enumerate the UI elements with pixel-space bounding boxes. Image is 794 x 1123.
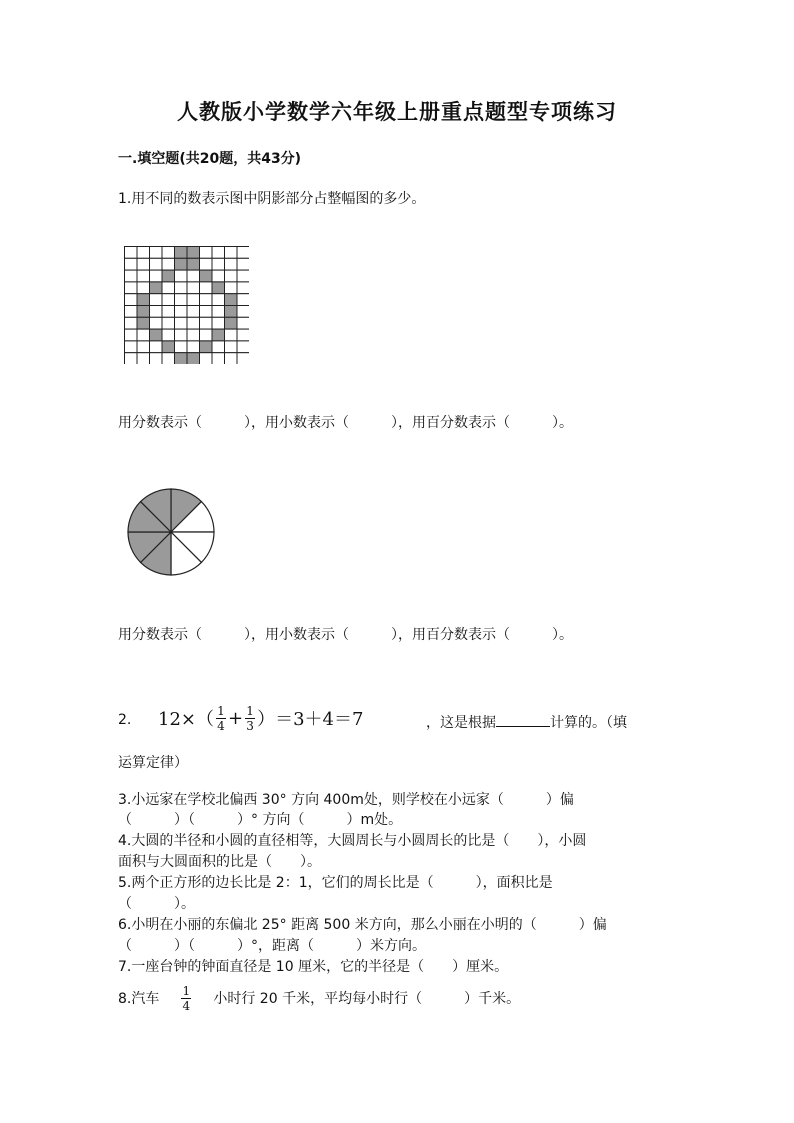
grid-cell bbox=[125, 294, 138, 306]
question-6-line-1[interactable]: 6.小明在小丽的东偏北 25° 距离 500 米方向，那么小丽在小明的（ ）偏 bbox=[118, 917, 607, 933]
frac-den: 4 bbox=[217, 718, 225, 733]
q8-end: 小时行 20 千米，平均每小时行（ ）千米。 bbox=[213, 991, 521, 1007]
fraction-one-third bbox=[245, 705, 255, 732]
frac-num: 1 bbox=[182, 983, 191, 998]
grid-cell bbox=[150, 294, 163, 306]
question-5-line-1[interactable]: 5.两个正方形的边长比是 2：1，它们的周长比是（ ），面积比是 bbox=[118, 875, 553, 891]
grid-cell bbox=[162, 282, 175, 294]
question-7-line-1[interactable]: 7.一座台钟的钟面直径是 10 厘米，它的半径是（ ）厘米。 bbox=[118, 959, 509, 975]
grid-cell bbox=[125, 329, 138, 341]
question-3-line-1[interactable]: 3.小远家在学校北偏西 30° 方向 400m处，则学校在小远家（ ）偏 bbox=[118, 792, 574, 808]
grid-cell-shaded bbox=[175, 258, 188, 270]
grid-cell bbox=[200, 247, 213, 259]
grid-cell bbox=[212, 294, 225, 306]
grid-cell bbox=[162, 306, 175, 318]
grid-cell bbox=[175, 306, 188, 318]
grid-cell bbox=[137, 258, 150, 270]
question-1-prompt: 1.用不同的数表示图中阴影部分占整幅图的多少。 bbox=[118, 191, 426, 207]
grid-cell bbox=[225, 258, 238, 270]
grid-cell bbox=[125, 247, 138, 259]
grid-cell bbox=[125, 270, 138, 282]
grid-cell bbox=[225, 270, 238, 282]
grid-cell bbox=[187, 341, 200, 353]
grid-cell bbox=[187, 282, 200, 294]
shaded-grid-figure bbox=[124, 246, 249, 364]
grid-cell bbox=[150, 306, 163, 318]
grid-cell-shaded bbox=[187, 353, 200, 364]
grid-cell bbox=[225, 247, 238, 259]
grid-cell-shaded bbox=[137, 306, 150, 318]
question-1-answer-line-2[interactable]: 用分数表示（ ），用小数表示（ ），用百分数表示（ ）。 bbox=[118, 627, 573, 643]
grid-cell bbox=[125, 317, 138, 329]
grid-cell bbox=[187, 294, 200, 306]
grid-cell bbox=[200, 329, 213, 341]
grid-cell bbox=[125, 353, 138, 364]
grid-cell bbox=[150, 247, 163, 259]
grid-cell-shaded bbox=[162, 270, 175, 282]
grid-cell bbox=[212, 317, 225, 329]
grid-cell bbox=[200, 317, 213, 329]
grid-cell bbox=[125, 282, 138, 294]
grid-cell bbox=[237, 294, 249, 306]
after-text: ，这是根据 bbox=[426, 715, 496, 731]
grid-cell-shaded bbox=[225, 294, 238, 306]
question-4-line-2[interactable]: 面积与大圆面积的比是（ ）。 bbox=[118, 854, 321, 870]
grid-cell bbox=[225, 341, 238, 353]
grid-cell-shaded bbox=[200, 341, 213, 353]
shaded-circle-figure bbox=[126, 487, 216, 577]
grid-cell bbox=[162, 294, 175, 306]
grid-cell bbox=[150, 353, 163, 364]
grid-cell bbox=[212, 258, 225, 270]
grid-cell bbox=[175, 329, 188, 341]
grid-cell bbox=[150, 317, 163, 329]
grid-cell bbox=[200, 282, 213, 294]
frac-num: 1 bbox=[217, 703, 225, 718]
fraction-one-quarter bbox=[216, 705, 226, 732]
grid-cell bbox=[137, 353, 150, 364]
frac-den: 3 bbox=[246, 718, 254, 733]
grid-cell bbox=[175, 341, 188, 353]
grid-cell bbox=[125, 258, 138, 270]
grid-cell bbox=[175, 282, 188, 294]
after-text-2: 计算的。（填 bbox=[550, 715, 627, 731]
grid-cell bbox=[162, 353, 175, 364]
grid-cell bbox=[125, 341, 138, 353]
grid-cell bbox=[187, 317, 200, 329]
grid-cell bbox=[137, 329, 150, 341]
question-2-number: 2. bbox=[118, 712, 132, 728]
frac-den: 4 bbox=[182, 998, 191, 1013]
question-1-answer-line-1[interactable]: 用分数表示（ ），用小数表示（ ），用百分数表示（ ）。 bbox=[118, 415, 573, 431]
section-heading: 一.填空题(共20题，共43分) bbox=[118, 151, 302, 167]
grid-cell-shaded bbox=[225, 317, 238, 329]
grid-cell bbox=[175, 294, 188, 306]
grid-cell bbox=[125, 306, 138, 318]
grid-cell-shaded bbox=[225, 306, 238, 318]
grid-cell bbox=[162, 247, 175, 259]
grid-cell bbox=[237, 317, 249, 329]
grid-cell bbox=[162, 317, 175, 329]
fraction-one-quarter bbox=[181, 985, 191, 1012]
page-title: 人教版小学数学六年级上册重点题型专项练习 bbox=[177, 99, 617, 124]
grid-cell bbox=[212, 353, 225, 364]
expr-start: 12×（ bbox=[158, 709, 214, 730]
grid-cell bbox=[237, 258, 249, 270]
grid-cell bbox=[212, 270, 225, 282]
question-2-continuation: 运算定律） bbox=[118, 755, 188, 771]
question-4-line-1[interactable]: 4.大圆的半径和小圆的直径相等，大圆周长与小圆周长的比是（ ），小圆 bbox=[118, 833, 587, 849]
grid-cell bbox=[237, 306, 249, 318]
grid-cell-shaded bbox=[150, 329, 163, 341]
grid-cell bbox=[212, 341, 225, 353]
grid-cell-shaded bbox=[187, 258, 200, 270]
grid-cell bbox=[225, 329, 238, 341]
grid-cell bbox=[200, 294, 213, 306]
grid-cell bbox=[150, 270, 163, 282]
grid-cell bbox=[162, 329, 175, 341]
grid-cell-shaded bbox=[200, 270, 213, 282]
question-6-line-2[interactable]: （ ）（ ）°，距离（ ）米方向。 bbox=[118, 938, 426, 954]
grid-cell bbox=[212, 247, 225, 259]
grid-cell bbox=[225, 353, 238, 364]
grid-cell bbox=[137, 247, 150, 259]
grid-cell bbox=[237, 247, 249, 259]
grid-cell bbox=[175, 270, 188, 282]
question-3-line-2[interactable]: （ ）（ ）° 方向（ ）m处。 bbox=[118, 812, 403, 828]
grid-cell bbox=[187, 306, 200, 318]
grid-cell bbox=[150, 258, 163, 270]
grid-cell-shaded bbox=[187, 247, 200, 259]
grid-cell bbox=[150, 341, 163, 353]
grid-cell bbox=[212, 306, 225, 318]
grid-cell bbox=[137, 270, 150, 282]
question-2-tail bbox=[426, 712, 627, 732]
frac-num: 1 bbox=[246, 703, 254, 718]
grid-cell bbox=[237, 270, 249, 282]
grid-cell bbox=[237, 353, 249, 364]
grid-cell bbox=[237, 341, 249, 353]
grid-cell bbox=[162, 258, 175, 270]
grid-cell-shaded bbox=[137, 294, 150, 306]
grid-cell bbox=[200, 258, 213, 270]
grid-cell-shaded bbox=[150, 282, 163, 294]
grid-cell bbox=[137, 282, 150, 294]
grid-cell bbox=[137, 341, 150, 353]
question-8[interactable] bbox=[118, 978, 520, 1018]
expr-end: ）＝3＋4＝7 bbox=[257, 709, 364, 730]
grid-cell-shaded bbox=[137, 317, 150, 329]
plus-sign: + bbox=[228, 707, 244, 729]
grid-cell bbox=[237, 282, 249, 294]
grid-cell bbox=[237, 329, 249, 341]
question-2-expression bbox=[158, 700, 363, 736]
grid-cell bbox=[187, 329, 200, 341]
grid-cell-shaded bbox=[162, 341, 175, 353]
grid-cell-shaded bbox=[175, 247, 188, 259]
grid-cell bbox=[175, 317, 188, 329]
question-5-line-2[interactable]: （ ）。 bbox=[118, 896, 195, 912]
grid-cell-shaded bbox=[212, 329, 225, 341]
grid-cell bbox=[225, 282, 238, 294]
grid-cell bbox=[200, 353, 213, 364]
grid-cell-shaded bbox=[212, 282, 225, 294]
answer-blank[interactable] bbox=[496, 712, 550, 727]
q8-start: 8.汽车 bbox=[118, 991, 160, 1007]
grid-cell bbox=[200, 306, 213, 318]
grid-cell-shaded bbox=[175, 353, 188, 364]
grid-cell bbox=[187, 270, 200, 282]
